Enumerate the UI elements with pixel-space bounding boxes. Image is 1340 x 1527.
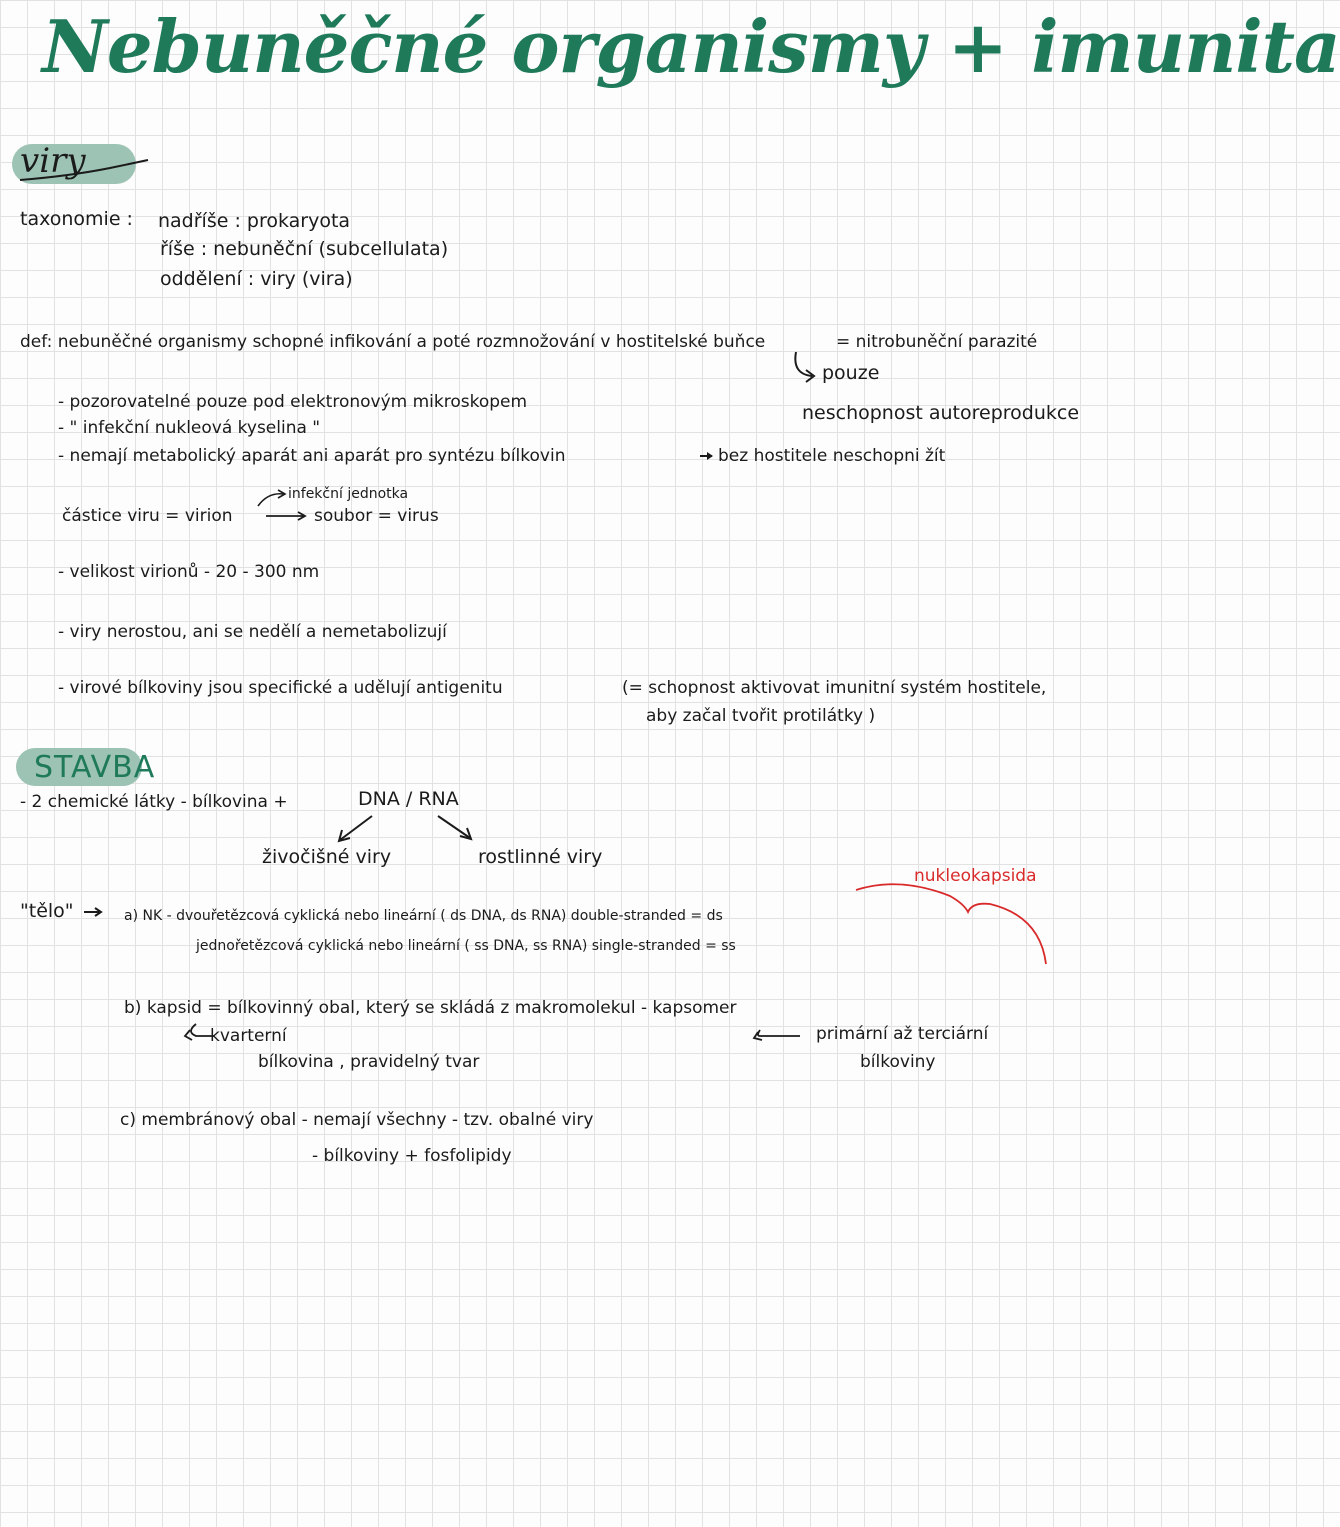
nukleokapsida-label: nukleokapsida [914, 866, 1037, 886]
fact-item: - velikost virionů - 20 - 300 nm [58, 562, 320, 582]
bullet-item: - nemají metabolický aparát ani aparát pro syntézu bílkovin [58, 446, 566, 466]
stavba-dna-rna: DNA / RNA [358, 788, 459, 810]
branch-arrow-right-icon [438, 816, 470, 838]
branch-arrow-left-icon [340, 816, 372, 840]
stavba-item-b-side: bílkoviny [860, 1052, 936, 1072]
taxonomy-row: oddělení : viry (vira) [160, 268, 353, 290]
fact-note: aby začal tvořit protilátky ) [646, 706, 876, 726]
taxonomy-row: nadříše : prokaryota [158, 210, 351, 232]
kapsomer-arrow-icon [758, 1030, 800, 1036]
virion-left: částice viru = virion [62, 506, 233, 526]
nukleokapsida-brace [856, 884, 1046, 964]
stavba-body-label: "tělo" [20, 900, 74, 922]
page-title: Nebuněčné organismy + imunita [42, 4, 1340, 89]
taxonomy-label: taxonomie : [20, 208, 133, 230]
stavba-item-b-note: bílkovina , pravidelný tvar [258, 1052, 480, 1072]
bullet-item: - " infekční nukleová kyselina " [58, 418, 321, 438]
fact-item: - viry nerostou, ani se nedělí a nemetabolizují [58, 622, 447, 642]
stavba-item-a: a) NK - dvouřetězcová cyklická nebo lineární ( ds DNA, ds RNA) double-stranded = ds [124, 908, 723, 924]
stavba-item-b-side: primární až terciární [816, 1024, 989, 1044]
virion-right: soubor = virus [314, 506, 439, 526]
stavba-line: - 2 chemické látky - bílkovina + [20, 792, 288, 812]
fact-note: (= schopnost aktivovat imunitní systém hostitele, [622, 678, 1047, 698]
virion-top: infekční jednotka [288, 486, 409, 502]
kvarterni-hook-icon [191, 1024, 214, 1036]
definition-pouze: pouze [822, 362, 880, 384]
fact-item: - virové bílkoviny jsou specifické a udělují antigenitu [58, 678, 503, 698]
stavba-plant-viruses: rostlinné viry [478, 846, 603, 868]
taxonomy-row: říše : nebuněční (subcellulata) [160, 238, 449, 260]
bullet-item-continuation: bez hostitele neschopni žít [718, 446, 946, 466]
stavba-item-c-continuation: - bílkoviny + fosfolipidy [312, 1146, 512, 1166]
stavba-animal-viruses: živočišné viry [262, 846, 392, 868]
definition-line: def: nebuněčné organismy schopné infikování a poté rozmnožování v hostitelské buňce [20, 332, 766, 352]
viry-underline [20, 160, 148, 180]
section-heading-viry: viry [20, 141, 86, 181]
stavba-item-a-continuation: jednořetězcová cyklická nebo lineární ( ss DNA, ss RNA) single-stranded = ss [196, 938, 736, 954]
section-heading-stavba: STAVBA [34, 750, 156, 785]
bullet-item: - pozorovatelné pouze pod elektronovým mikroskopem [58, 392, 528, 412]
stavba-item-b-note: kvarterní [210, 1026, 287, 1046]
stavba-item-c: c) membránový obal - nemají všechny - tzv. obalné viry [120, 1110, 594, 1130]
definition-neschopnost: neschopnost autoreprodukce [802, 402, 1080, 424]
definition-equals: = nitrobuněční parazité [836, 332, 1038, 352]
virion-curve-arrow-icon [258, 494, 284, 506]
stavba-item-b: b) kapsid = bílkovinný obal, který se skládá z makromolekul - kapsomer [124, 998, 737, 1018]
